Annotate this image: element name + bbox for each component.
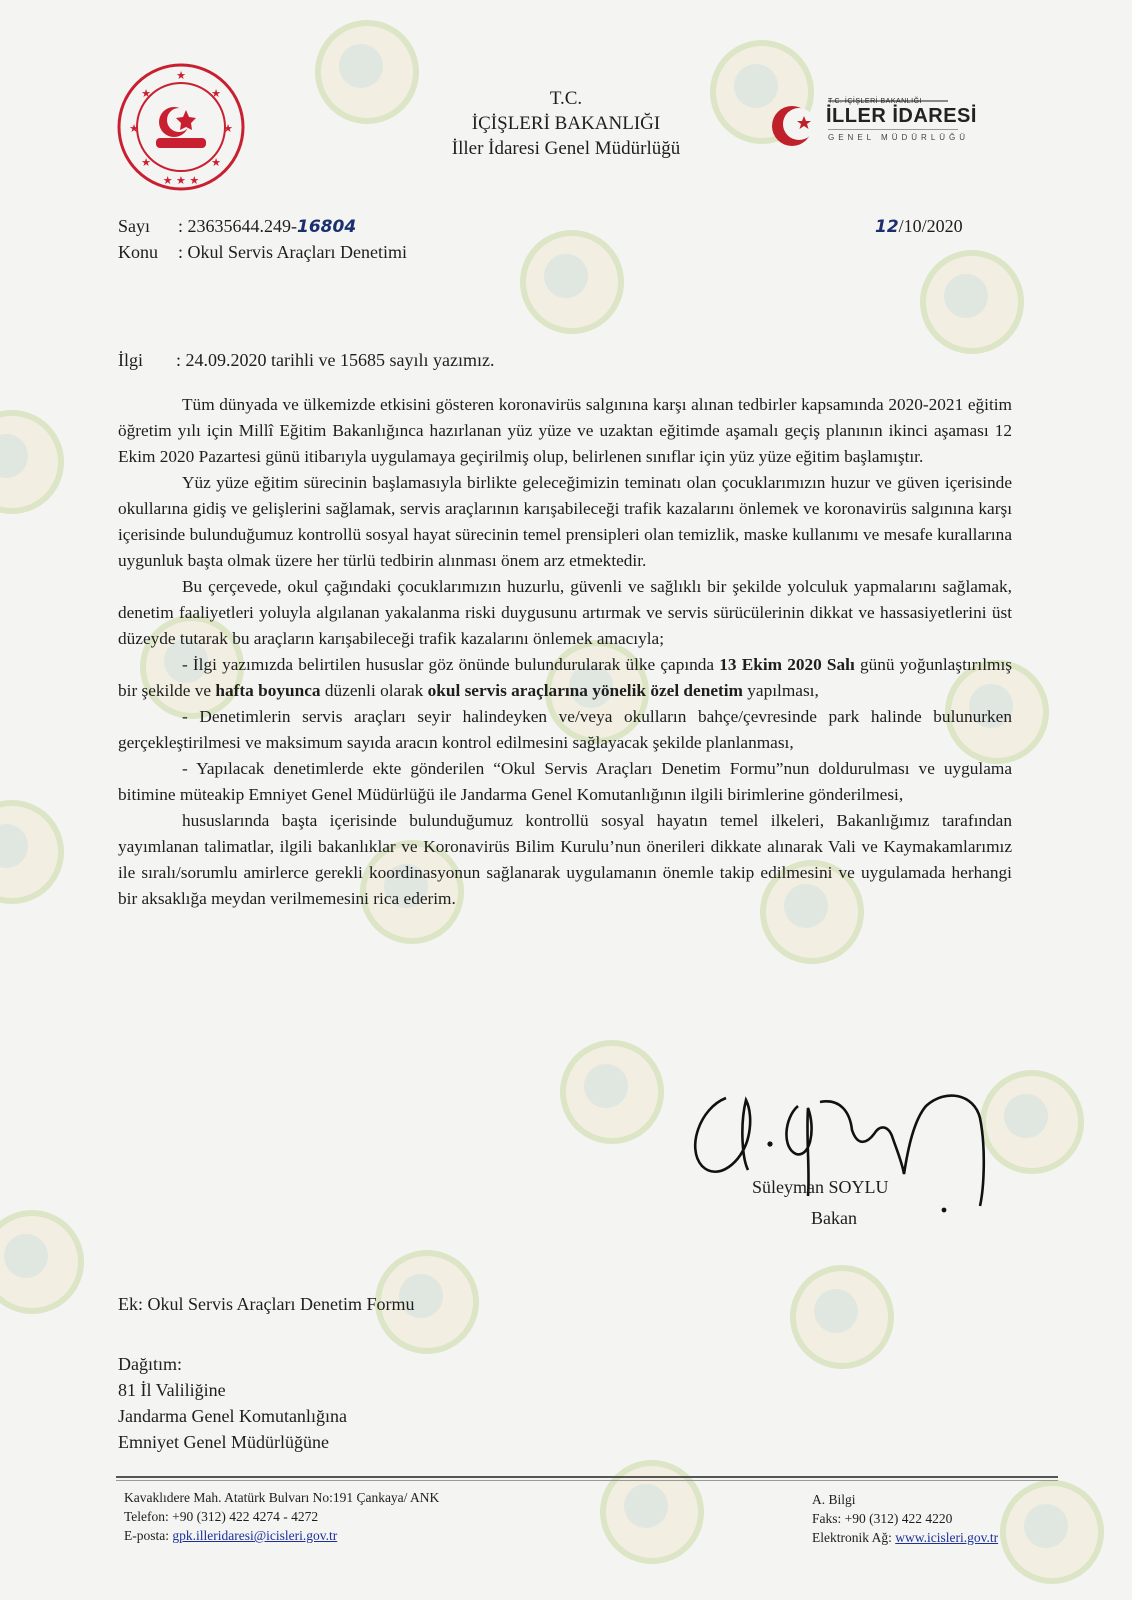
body-paragraph-1: Tüm dünyada ve ülkemizde etkisini gösteren koronavirüs salgınına karşı alınan tedbirler kapsamında 2020-2021 eğitim öğretim yılı için Millî Eğitim Bakanlığınca hazırlanan yüz yüze ve uzaktan eğitimde aşamalı geçiş planının ikinci aşaması 12 Ekim 2020 Pazartesi günü itibarıyla uygulamaya geçirilmiş olup, belirlenen sınıflar için yüz yüze eğitim başlamıştır.: [118, 395, 1012, 466]
sayi-line: [118, 214, 356, 240]
footer-info: A. Bilgi: [812, 1492, 856, 1507]
footer-address: Kavaklıdere Mah. Atatürk Bulvarı No:191 Çankaya/ ANK: [124, 1490, 440, 1505]
footer-email-link[interactable]: gpk.illeridaresi@icisleri.gov.tr: [172, 1528, 338, 1543]
sayi-value: : 23635644.249-: [178, 216, 297, 236]
ilgi-line: [118, 348, 494, 373]
sayi-label: Sayı: [118, 216, 151, 236]
svg-text:★: ★: [176, 69, 186, 82]
body-paragraph-3: Bu çerçevede, okul çağındaki çocuklarımızın huzurlu, güvenli ve sağlıklı bir şekilde yolculuk yapmalarını sağlamak, denetim faaliyetleri yoluyla algılanan yakalanma riski duygusunu artırmak ve servis sürücülerinin dikkat ve hassasiyetlerini üst düzeyde tutarak bu araçların karışabileceği trafik kazalarını önlemek amacıyla;: [118, 577, 1012, 648]
body-item-1: - İlgi yazımızda belirtilen hususlar göz önünde bulundurularak ülke çapında 13 Ekim 2020 Salı günü yoğunlaştırılmış bir şekilde ve hafta boyunca düzenli olarak okul servis araçlarına yönelik özel denetim yapılması,: [118, 655, 1012, 700]
svg-text:★: ★: [129, 122, 139, 135]
konu-line: [118, 240, 407, 265]
sayi-handwritten: 16804: [297, 217, 357, 237]
footer-email-line: E-posta: gpk.illeridaresi@icisleri.gov.tr: [124, 1528, 338, 1543]
attachment: Ek: Okul Servis Araçları Denetim Formu: [118, 1294, 415, 1314]
svg-text:★: ★: [141, 87, 151, 100]
brand-rule: [828, 129, 958, 130]
distribution-item: Emniyet Genel Müdürlüğüne: [118, 1432, 329, 1452]
brand-subtitle: GENEL MÜDÜRLÜĞÜ: [828, 133, 970, 142]
distribution-item: 81 İl Valiliğine: [118, 1380, 226, 1400]
watermark-seal-icon: [1000, 1480, 1104, 1584]
body-item-3: - Yapılacak denetimlerde ekte gönderilen “Okul Servis Araçları Denetim Formu”nun doldurulması ve uygulama bitimine müteakip Emniyet Genel Müdürlüğü ile Jandarma Genel Komutanlığının ilgili birimlerine gönderilmesi,: [118, 759, 1012, 804]
footer-phone: Telefon: +90 (312) 422 4274 - 4272: [124, 1509, 319, 1524]
watermark-seal-icon: [0, 1210, 84, 1314]
letterhead-directorate: İller İdaresi Genel Müdürlüğü: [451, 138, 681, 159]
body-item-2: - Denetimlerin servis araçları seyir halindeyken ve/veya okulların bahçe/çevresinde park halinde bulunurken gerçekleştirilmesi ve maksimum sayıda aracın kontrol edilmesini sağlayacak şekilde planlanması,: [118, 707, 1012, 752]
watermark-seal-icon: [520, 230, 624, 334]
ilgi-value: : 24.09.2020 tarihli ve 15685 sayılı yazımız.: [176, 350, 495, 370]
footer-divider: [116, 1480, 1058, 1481]
letter-date: [875, 214, 963, 240]
watermark-seal-icon: [0, 410, 64, 514]
distribution-label: Dağıtım:: [118, 1354, 182, 1374]
watermark-seal-icon: [560, 1040, 664, 1144]
brand-name: İLLER İDARESİ: [826, 105, 977, 127]
crescent-star-icon: [770, 100, 820, 150]
signer-title: Bakan: [811, 1208, 857, 1228]
watermark-seal-icon: [920, 250, 1024, 354]
letter-body: [118, 392, 1012, 912]
svg-text:★: ★: [223, 122, 233, 135]
watermark-seal-icon: [790, 1265, 894, 1369]
svg-text:★: ★: [211, 156, 221, 169]
konu-value: : Okul Servis Araçları Denetimi: [178, 242, 407, 262]
signer-name: Süleyman SOYLU: [752, 1177, 889, 1197]
distribution-item: Jandarma Genel Komutanlığına: [118, 1406, 347, 1426]
letterhead-ministry: İÇİŞLERİ BAKANLIĞI: [471, 113, 661, 134]
brand-small-text: T.C. İÇİŞLERİ BAKANLIĞI: [828, 98, 922, 105]
letterhead-line1: T.C.: [549, 88, 583, 109]
footer-web-line: Elektronik Ağ: www.icisleri.gov.tr: [812, 1530, 999, 1545]
body-paragraph-2: Yüz yüze eğitim sürecinin başlamasıyla birlikte geleceğimizin teminatı olan çocuklarımızın huzur ve güven içerisinde okullarına gidiş ve gelişlerini sağlamak, servis araçlarının karışabileceği trafik kazalarını önlemek ve koronavirüs salgınına karşı içerisinde bulunduğumuz kontrollü sosyal hayat sürecinin temel prensipleri olan temizlik, maske kullanımı ve mesafe kurallarına uygunluk başta olmak üzere her türlü tedbirin alınması önem arz etmektedir.: [118, 473, 1012, 570]
footer-fax: Faks: +90 (312) 422 4220: [812, 1511, 953, 1526]
svg-text:★: ★: [211, 87, 221, 100]
iller-idaresi-logo: [770, 96, 990, 156]
konu-label: Konu: [118, 242, 158, 262]
watermark-seal-icon: [0, 800, 64, 904]
svg-text:★: ★: [141, 156, 151, 169]
ilgi-label: İlgi: [118, 350, 143, 370]
footer-divider: [116, 1476, 1058, 1478]
footer-web-link[interactable]: www.icisleri.gov.tr: [895, 1530, 999, 1545]
date-rest: /10/2020: [898, 216, 963, 236]
body-paragraph-4: hususlarında başta içerisinde bulunduğumuz kontrollü sosyal hayatın temel ilkeleri, Bakanlığımız tarafından yayımlanan talimatlar, ilgili bakanlıklar ve Koronavirüs Bilim Kurulu’nun önerileri dikkate alınarak Vali ve Kaymakamlarımız ile sıralı/sorumlu amirlerce gerekli koordinasyonun sağlanarak uygulamanın önemle takip edilmesini ve uygulamada herhangi bir aksaklığa meydan verilmemesini rica ederim.: [118, 811, 1012, 908]
date-handwritten-day: 12: [875, 217, 899, 237]
svg-text:★ ★ ★: ★ ★ ★: [162, 174, 200, 187]
